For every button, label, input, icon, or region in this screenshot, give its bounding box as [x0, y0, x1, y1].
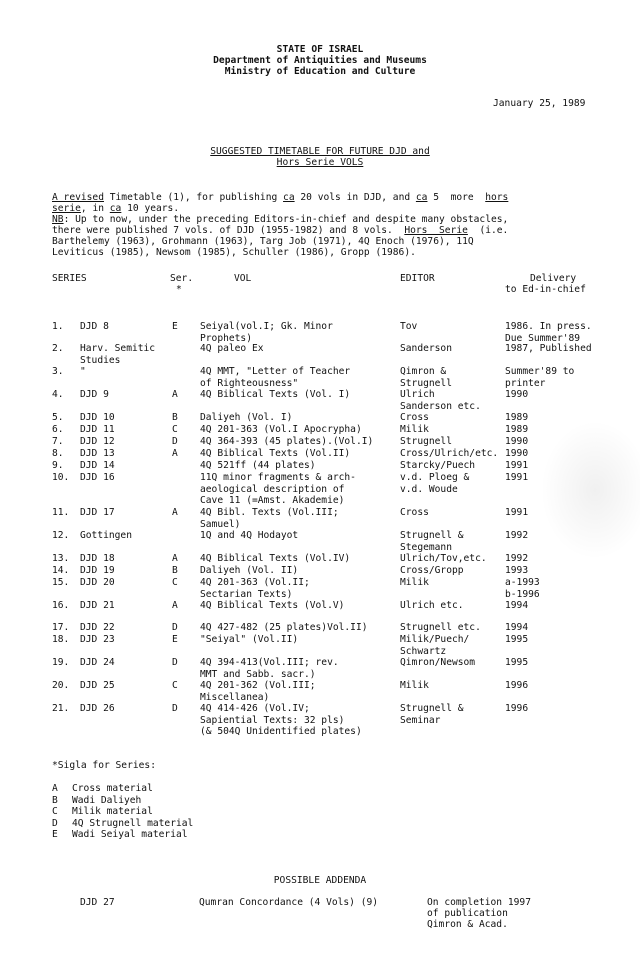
row-editor: Cross/Ulrich/etc.	[400, 448, 499, 459]
document-title-line-1: SUGGESTED TIMETABLE FOR FUTURE DJD and	[210, 146, 430, 157]
row-volume: Daliyeh (Vol. II)	[200, 565, 299, 576]
intro-text: 5 more	[427, 192, 486, 203]
row-siglum: C	[172, 680, 178, 691]
row-delivery: 1991	[505, 507, 529, 518]
row-series: "	[80, 366, 86, 377]
row-delivery: 1992	[505, 553, 529, 564]
sigla-label: Milik material	[72, 806, 153, 817]
intro-line-2	[52, 203, 179, 215]
sigla-label: Wadi Daliyeh	[72, 794, 142, 806]
document-title-line-2: Hors Serie VOLS	[276, 157, 364, 168]
row-editor: Strugnell	[400, 377, 452, 389]
row-editor: Milik	[400, 680, 429, 691]
row-series: DJD 14	[80, 460, 115, 471]
row-editor: Strugnell &	[400, 530, 464, 541]
row-number: 10.	[52, 472, 70, 483]
row-volume: Sapiential Texts: 32 pls)	[200, 714, 345, 726]
row-series: DJD 16	[80, 472, 115, 483]
row-delivery: 1991	[505, 460, 529, 471]
row-volume: 1Q and 4Q Hodayot	[200, 530, 299, 541]
addenda-heading: POSSIBLE ADDENDA	[273, 875, 367, 886]
row-editor: Strugnell etc.	[400, 622, 481, 633]
addenda-note-1: On completion 1997	[427, 897, 531, 908]
row-series: DJD 24	[80, 657, 115, 668]
row-siglum: A	[172, 600, 178, 611]
row-volume: 4Q Biblical Texts (Vol. I)	[200, 389, 351, 400]
row-volume: 4Q 201-363 (Vol.II;	[200, 577, 310, 588]
row-editor: Cross	[400, 507, 429, 518]
column-header-delivery-1: Delivery	[530, 273, 577, 284]
row-volume: aeological description of	[200, 483, 345, 495]
sigla-label: 4Q Strugnell material	[72, 817, 194, 829]
row-delivery: 1995	[505, 634, 529, 645]
row-delivery: 1993	[505, 565, 529, 576]
row-editor: Seminar	[400, 714, 441, 726]
row-number: 21.	[52, 703, 70, 714]
row-delivery: b-1996	[505, 588, 540, 600]
intro-serie: serie	[52, 203, 81, 214]
row-volume: 4Q Bibl. Texts (Vol.III;	[200, 507, 339, 518]
row-volume: 4Q 201-363 (Vol.I Apocrypha)	[200, 424, 362, 435]
row-series: DJD 25	[80, 680, 115, 691]
row-volume: 11Q minor fragments & arch-	[200, 472, 356, 483]
row-editor: Schwartz	[400, 645, 447, 657]
sigla-heading: *Sigla for Series:	[52, 760, 156, 771]
row-siglum: D	[172, 622, 178, 633]
row-number: 5.	[52, 412, 64, 423]
row-delivery: 1994	[505, 622, 529, 633]
row-editor: Milik	[400, 577, 429, 588]
row-volume: Daliyeh (Vol. I)	[200, 412, 293, 423]
row-volume: 4Q Biblical Texts (Vol.IV)	[200, 553, 351, 564]
row-volume: 4Q 201-362 (Vol.III;	[200, 680, 316, 691]
row-number: 19.	[52, 657, 70, 668]
row-delivery: a-1993	[505, 577, 540, 588]
row-volume: Seiyal(vol.I; Gk. Minor	[200, 321, 333, 332]
row-number: 11.	[52, 507, 70, 518]
intro-hors-serie: Hors Serie	[404, 225, 468, 236]
row-siglum: E	[172, 634, 178, 645]
row-number: 15.	[52, 577, 70, 588]
row-editor: Cross	[400, 412, 429, 423]
row-siglum: D	[172, 703, 178, 714]
row-delivery: 1995	[505, 657, 529, 668]
row-siglum: B	[172, 565, 178, 576]
row-volume: 4Q Biblical Texts (Vol.II)	[200, 448, 351, 459]
row-series: DJD 11	[80, 424, 115, 435]
row-editor: Cross/Gropp	[400, 565, 464, 576]
intro-revised: A revised	[52, 192, 104, 203]
row-delivery: Due Summer'89	[505, 332, 581, 344]
addenda-note-3: Qimron & Acad.	[427, 919, 508, 930]
intro-text: (i.e.	[467, 225, 509, 236]
sigla-key: B	[52, 794, 58, 806]
row-series: Studies	[80, 354, 121, 366]
intro-line-1	[52, 192, 508, 204]
letterhead-line-3: Ministry of Education and Culture	[224, 66, 416, 77]
row-number: 9.	[52, 460, 64, 471]
row-series: Gottingen	[80, 530, 132, 541]
sigla-key: C	[52, 806, 58, 817]
row-series: DJD 17	[80, 507, 115, 518]
letterhead-line-1: STATE OF ISRAEL	[276, 44, 364, 55]
row-editor: Milik/Puech/	[400, 634, 470, 645]
row-number: 17.	[52, 622, 70, 633]
intro-text: Timetable (1), for publishing	[103, 192, 284, 203]
row-siglum: A	[172, 553, 178, 564]
addenda-volume: Qumran Concordance (4 Vols) (9)	[199, 897, 379, 908]
row-editor: Qimron/Newsom	[400, 657, 476, 668]
row-delivery: 1986. In press.	[505, 321, 592, 332]
row-delivery: 1990	[505, 448, 529, 459]
row-volume: Cave 11 (=Amst. Akademie)	[200, 495, 345, 506]
row-delivery: 1996	[505, 703, 529, 714]
letterhead-line-2: Department of Antiquities and Museums	[213, 55, 427, 66]
row-volume: Samuel)	[200, 518, 241, 530]
row-siglum: E	[172, 321, 178, 332]
row-editor: Sanderson	[400, 343, 452, 354]
row-delivery: 1989	[505, 424, 529, 435]
row-siglum: A	[172, 507, 178, 518]
row-delivery: printer	[505, 377, 546, 389]
row-number: 4.	[52, 389, 64, 400]
row-number: 8.	[52, 448, 64, 459]
intro-line-5: Barthelemy (1963), Grohmann (1963), Targ Job (1971), 4Q Enoch (1976), 11Q	[52, 236, 474, 247]
row-volume: (& 504Q Unidentified plates)	[200, 726, 362, 737]
intro-text: there were published 7 vols. of DJD (1955-1982) and 8 vols.	[52, 225, 405, 236]
row-siglum: D	[172, 657, 178, 668]
sigla-key: A	[52, 783, 58, 794]
row-number: 3.	[52, 366, 64, 377]
intro-line-4	[52, 225, 508, 237]
column-header-editor: EDITOR	[400, 273, 435, 284]
sigla-key: D	[52, 817, 58, 829]
row-volume: 4Q Biblical Texts (Vol.V)	[200, 600, 345, 611]
row-editor: Sanderson etc.	[400, 400, 481, 412]
row-delivery: 1992	[505, 530, 529, 541]
intro-text: : Up to now, under the preceding Editors-in-chief and despite many obstacles,	[63, 214, 509, 225]
row-volume: Sectarian Texts)	[200, 588, 293, 600]
row-siglum: B	[172, 412, 178, 423]
row-volume: 4Q 427-482 (25 plates)Vol.II)	[200, 622, 368, 633]
row-number: 14.	[52, 565, 70, 576]
column-header-vol: VOL	[234, 273, 252, 284]
row-series: DJD 20	[80, 577, 115, 588]
column-header-ser: Ser.	[170, 273, 194, 284]
row-volume: 4Q 521ff (44 plates)	[200, 460, 316, 471]
row-siglum: A	[172, 448, 178, 459]
row-volume: Miscellanea)	[200, 691, 270, 703]
row-editor: Stegemann	[400, 541, 452, 553]
row-series: DJD 9	[80, 389, 109, 400]
row-series: DJD 10	[80, 412, 115, 423]
row-volume: MMT and Sabb. sacr.)	[200, 668, 316, 680]
column-header-ser-mark: *	[176, 284, 182, 295]
row-series: DJD 23	[80, 634, 115, 645]
row-volume: 4Q MMT, "Letter of Teacher	[200, 366, 351, 377]
row-volume: 4Q paleo Ex	[200, 343, 264, 354]
row-delivery: 1994	[505, 600, 529, 611]
sigla-label: Cross material	[72, 783, 153, 794]
row-delivery: 1990	[505, 389, 529, 400]
row-siglum: C	[172, 424, 178, 435]
row-editor: Tov	[400, 321, 418, 332]
row-editor: Ulrich etc.	[400, 600, 464, 611]
row-series: DJD 18	[80, 553, 115, 564]
row-editor: Milik	[400, 424, 429, 435]
intro-text: 20 vols in DJD, and	[294, 192, 416, 203]
row-number: 13.	[52, 553, 70, 564]
row-series: DJD 21	[80, 600, 115, 611]
intro-text: 10 years.	[121, 203, 180, 214]
row-editor: Ulrich/Tov,etc.	[400, 553, 487, 564]
row-number: 18.	[52, 634, 70, 645]
row-delivery: 1996	[505, 680, 529, 691]
row-siglum: A	[172, 389, 178, 400]
row-series: DJD 26	[80, 703, 115, 714]
intro-line-6: Leviticus (1985), Newsom (1985), Schuller (1986), Gropp (1986).	[52, 247, 416, 258]
row-number: 2.	[52, 343, 64, 354]
row-volume: Prophets)	[200, 332, 252, 344]
row-series: DJD 19	[80, 565, 115, 576]
row-series: DJD 12	[80, 436, 115, 447]
row-series: DJD 8	[80, 321, 109, 332]
row-number: 12.	[52, 530, 70, 541]
row-siglum: D	[172, 436, 178, 447]
row-editor: Ulrich	[400, 389, 435, 400]
row-volume: 4Q 364-393 (45 plates).(Vol.I)	[200, 436, 374, 447]
row-editor: Qimron &	[400, 366, 447, 377]
row-series: Harv. Semitic	[80, 343, 156, 354]
intro-ca: ca	[415, 192, 428, 203]
document-date: January 25, 1989	[493, 98, 586, 109]
row-volume: "Seiyal" (Vol.II)	[200, 634, 299, 645]
addenda-note-2: of publication	[427, 908, 508, 919]
column-header-delivery-2: to Ed-in-chief	[505, 284, 586, 295]
row-editor: Starcky/Puech	[400, 460, 476, 471]
row-editor: v.d. Ploeg &	[400, 472, 470, 483]
intro-hors: hors	[485, 192, 509, 203]
row-editor: v.d. Woude	[400, 483, 458, 495]
row-number: 1.	[52, 321, 64, 332]
sigla-key: E	[52, 829, 58, 840]
intro-ca: ca	[109, 203, 122, 214]
row-siglum: C	[172, 577, 178, 588]
row-volume: 4Q 414-426 (Vol.IV;	[200, 703, 310, 714]
row-number: 16.	[52, 600, 70, 611]
row-editor: Strugnell &	[400, 703, 464, 714]
column-header-series: SERIES	[52, 273, 87, 284]
intro-line-3	[52, 214, 508, 226]
intro-text: , in	[80, 203, 110, 214]
row-number: 6.	[52, 424, 64, 435]
row-volume: 4Q 394-413(Vol.III; rev.	[200, 657, 339, 668]
row-delivery: 1987, Published	[505, 343, 592, 354]
row-series: DJD 13	[80, 448, 115, 459]
row-delivery: 1989	[505, 412, 529, 423]
sigla-label: Wadi Seiyal material	[72, 829, 188, 840]
row-number: 20.	[52, 680, 70, 691]
row-number: 7.	[52, 436, 64, 447]
paper-stain	[540, 420, 640, 560]
row-series: DJD 22	[80, 622, 115, 633]
row-delivery: 1991	[505, 472, 529, 483]
row-delivery: Summer'89 to	[505, 366, 575, 377]
intro-nb: NB	[52, 214, 64, 225]
addenda-series: DJD 27	[80, 897, 115, 908]
row-editor: Strugnell	[400, 436, 452, 447]
row-volume: of Righteousness"	[200, 377, 299, 389]
row-delivery: 1990	[505, 436, 529, 447]
intro-ca: ca	[283, 192, 295, 203]
